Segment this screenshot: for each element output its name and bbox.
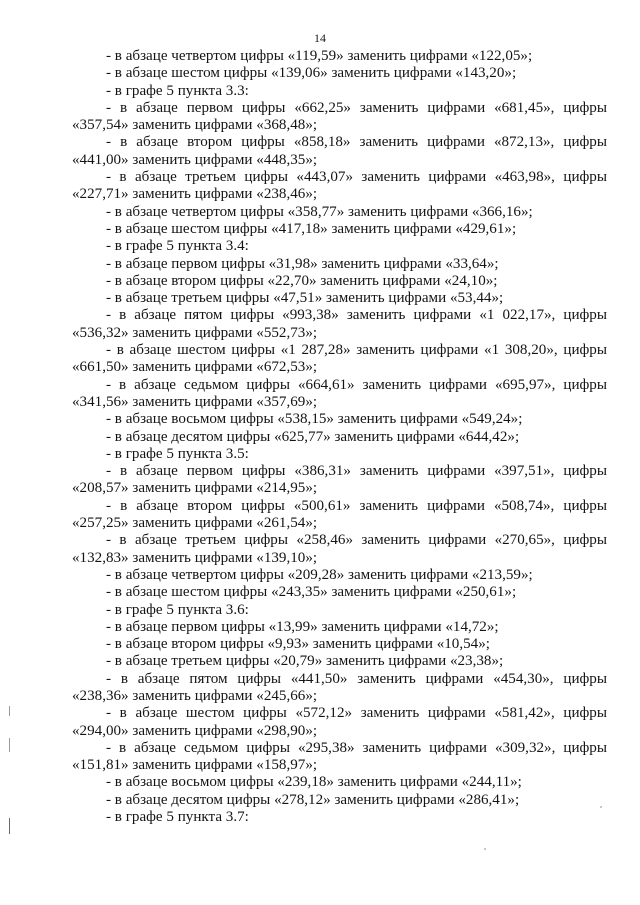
amendment-paragraph: - в абзаце втором цифры «500,61» заменить цифрами «508,74», цифры «257,25» заменить цифрами «261,54»; xyxy=(72,497,607,532)
amendment-paragraph: - в абзаце третьем цифры «20,79» заменить цифрами «23,38»; xyxy=(106,653,504,670)
scan-margin-mark xyxy=(9,818,10,834)
scan-margin-mark xyxy=(9,706,10,716)
amendment-paragraph: - в абзаце четвертом цифры «209,28» заменить цифрами «213,59»; xyxy=(106,566,533,583)
amendment-paragraph: - в абзаце пятом цифры «441,50» заменить цифрами «454,30», цифры «238,36» заменить цифрами «245,66»; xyxy=(72,670,607,704)
amendment-paragraph: - в абзаце седьмом цифры «295,38» заменить цифрами «309,32», цифры «151,81» заменить цифрами «158,97»; xyxy=(72,739,607,774)
section-heading-paragraph: - в графе 5 пункта 3.7: xyxy=(106,809,249,826)
section-heading-paragraph: - в графе 5 пункта 3.6: xyxy=(106,601,249,618)
amendment-paragraph: - в абзаце первом цифры «31,98» заменить цифрами «33,64»; xyxy=(106,255,499,272)
section-heading-paragraph: - в графе 5 пункта 3.5: xyxy=(106,445,249,462)
amendment-paragraph: - в абзаце восьмом цифры «239,18» заменить цифрами «244,11»; xyxy=(106,774,522,791)
scan-margin-mark xyxy=(9,738,10,752)
amendment-paragraph: - в абзаце четвертом цифры «358,77» заменить цифрами «366,16»; xyxy=(106,203,533,220)
amendment-paragraph: - в абзаце первом цифры «662,25» заменить цифрами «681,45», цифры «357,54» заменить цифрами «368,48»; xyxy=(72,99,607,134)
amendment-paragraph: - в абзаце шестом цифры «417,18» заменить цифрами «429,61»; xyxy=(106,220,517,237)
amendment-paragraph: - в абзаце шестом цифры «572,12» заменить цифрами «581,42», цифры «294,00» заменить цифрами «298,90»; xyxy=(72,705,607,739)
amendment-paragraph: - в абзаце втором цифры «858,18» заменить цифрами «872,13», цифры «441,00» заменить цифрами «448,35»; xyxy=(72,134,607,168)
amendment-paragraph: - в абзаце третьем цифры «258,46» заменить цифрами «270,65», цифры «132,83» заменить цифрами «139,10»; xyxy=(72,532,607,566)
document-body xyxy=(72,48,607,826)
amendment-paragraph: - в абзаце седьмом цифры «664,61» заменить цифрами «695,97», цифры «341,56» заменить цифрами «357,69»; xyxy=(72,376,607,410)
page-number: 14 xyxy=(314,31,326,45)
scan-speck xyxy=(600,806,602,808)
amendment-paragraph: - в абзаце третьем цифры «47,51» заменить цифрами «53,44»; xyxy=(106,290,504,307)
amendment-paragraph: - в абзаце десятом цифры «625,77» заменить цифрами «644,42»; xyxy=(106,428,520,445)
amendment-paragraph: - в абзаце третьем цифры «443,07» заменить цифрами «463,98», цифры «227,71» заменить цифрами «238,46»; xyxy=(72,169,607,203)
amendment-paragraph: - в абзаце восьмом цифры «538,15» заменить цифрами «549,24»; xyxy=(106,411,523,428)
amendment-paragraph: - в абзаце шестом цифры «139,06» заменить цифрами «143,20»; xyxy=(106,65,517,82)
amendment-paragraph: - в абзаце шестом цифры «243,35» заменить цифрами «250,61»; xyxy=(106,584,517,601)
amendment-paragraph: - в абзаце четвертом цифры «119,59» заменить цифрами «122,05»; xyxy=(106,48,533,64)
amendment-paragraph: - в абзаце пятом цифры «993,38» заменить цифрами «1 022,17», цифры «536,32» заменить цифрами «552,73»; xyxy=(72,307,607,341)
section-heading-paragraph: - в графе 5 пункта 3.4: xyxy=(106,238,249,255)
scan-speck xyxy=(484,848,486,850)
amendment-paragraph: - в абзаце первом цифры «386,31» заменить цифрами «397,51», цифры «208,57» заменить цифрами «214,95»; xyxy=(72,463,607,497)
amendment-paragraph: - в абзаце втором цифры «9,93» заменить цифрами «10,54»; xyxy=(106,636,490,653)
amendment-paragraph: - в абзаце втором цифры «22,70» заменить цифрами «24,10»; xyxy=(106,272,498,289)
section-heading-paragraph: - в графе 5 пункта 3.3: xyxy=(106,82,249,99)
amendment-paragraph: - в абзаце первом цифры «13,99» заменить цифрами «14,72»; xyxy=(106,618,499,635)
amendment-paragraph: - в абзаце десятом цифры «278,12» заменить цифрами «286,41»; xyxy=(106,791,520,808)
amendment-paragraph: - в абзаце шестом цифры «1 287,28» заменить цифрами «1 308,20», цифры «661,50» заменить цифрами «672,53»; xyxy=(72,342,607,376)
